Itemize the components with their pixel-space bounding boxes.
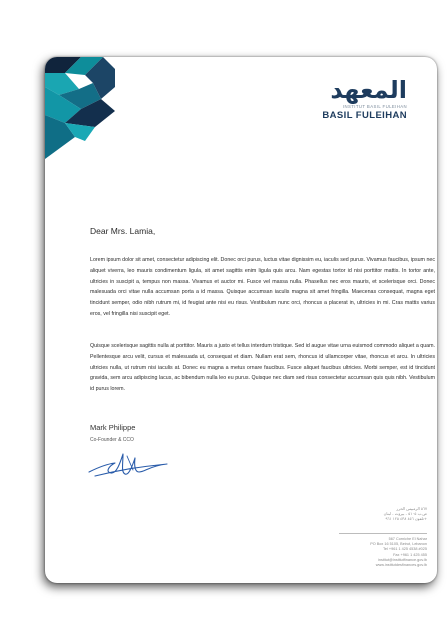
contact-arabic-line: ص.ب ٥١٠٥ - بيروت - لبنان xyxy=(383,511,427,517)
logo-arabic-wordmark: المعهد xyxy=(330,76,407,104)
body-paragraph-1: Lorem ipsum dolor sit amet, consectetur adipiscing elit. Donec orci purus, luctus vitae dignissim eu, iaculis sed purus. Vivamus faucibus, ipsum nec aliquet viverra, leo mauris condimentum ligula, sit amet sagittis enim ligula quis arcu. Nam egestas tortor id nisi porttitor mattis. In tortor ante, ultricies in suscipit a, tempus non massa. Vivamus et auctor mi. Fusce vel massa nulla. Phasellus nec eros mauris, et scelerisque orci. Donec malesuada orci vitae nulla accumsan porta a id massa. Quisque accumsan iaculis magna sit amet fringilla. Maecenas consequat, magna eget tincidunt semper, odio nibh rutrum mi, id feugiat ante nisi eu risus. Vestibulum nunc orci, rhoncus a placerat in, ultricies in mi. Cras mattis varius eros, vel fringilla nisi suscipit eget. xyxy=(90,257,435,317)
contact-fax-line: Fax +961 1 425 455 xyxy=(393,552,427,557)
contact-tel-line: Tel +961 1 425 4538 #025 xyxy=(382,547,427,552)
contact-arabic xyxy=(317,506,427,522)
body-paragraph-2: Quisque scelerisque sagittis nulla at porttitor. Mauris a justo et tellus interdum tristique. Sed id augue vitae urna euismod commodo aliquet a quam. Pellentesque arcu velit, cursus et malesuada ut, consequat et diam. Nullam erat sem, rhoncus id ullamcorper vitae, rhoncus et arcu. In ultricies ultricies nulla, ut rutrum nisi iaculis at. Donec eu magna a metus ornare faucibus. Fusce aliquet faucibus ultricies. Morbi semper, est id tincidunt gravida, sem arcu adipiscing lacus, ac bibendum nulla leo eu purus. Quisque nec diam sed risus consectetur accumsan quis quis nibh. Vestibulum id purus lorem. xyxy=(90,343,435,393)
salutation: Dear Mrs. Lamia, xyxy=(90,226,156,236)
contact-address-line: 567 Corniche El Nahar xyxy=(388,537,427,541)
contact-english xyxy=(317,537,427,568)
contact-pobox-line: PO Box 16 5105, Beirut, Lebanon xyxy=(370,542,427,547)
signer-role: Co-Founder & CCO xyxy=(90,437,134,443)
signer-name: Mark Philippe xyxy=(90,423,136,432)
contact-arabic-line: تلفون ٤٥٦ ٤٣٨ ١٢٥ ٩٦١+ xyxy=(385,516,427,522)
contact-arabic-line: ٥٦٧ الرمبيس الحرر xyxy=(396,506,427,511)
letterhead-sheet xyxy=(45,57,437,583)
logo-name: BASIL FULEIHAN xyxy=(322,110,407,121)
contact-email-line: institut@institutfinance.gov.lb xyxy=(378,557,427,562)
contact-website-line: www.institutdesfinances.gov.lb xyxy=(375,563,427,568)
handwritten-signature xyxy=(87,446,169,482)
logo-subtitle: INSTITUT BASIL FULEIHAN xyxy=(342,104,407,109)
contact-divider xyxy=(339,533,427,534)
institute-logo xyxy=(279,76,407,121)
corner-ribbon-logo-art xyxy=(45,57,115,159)
